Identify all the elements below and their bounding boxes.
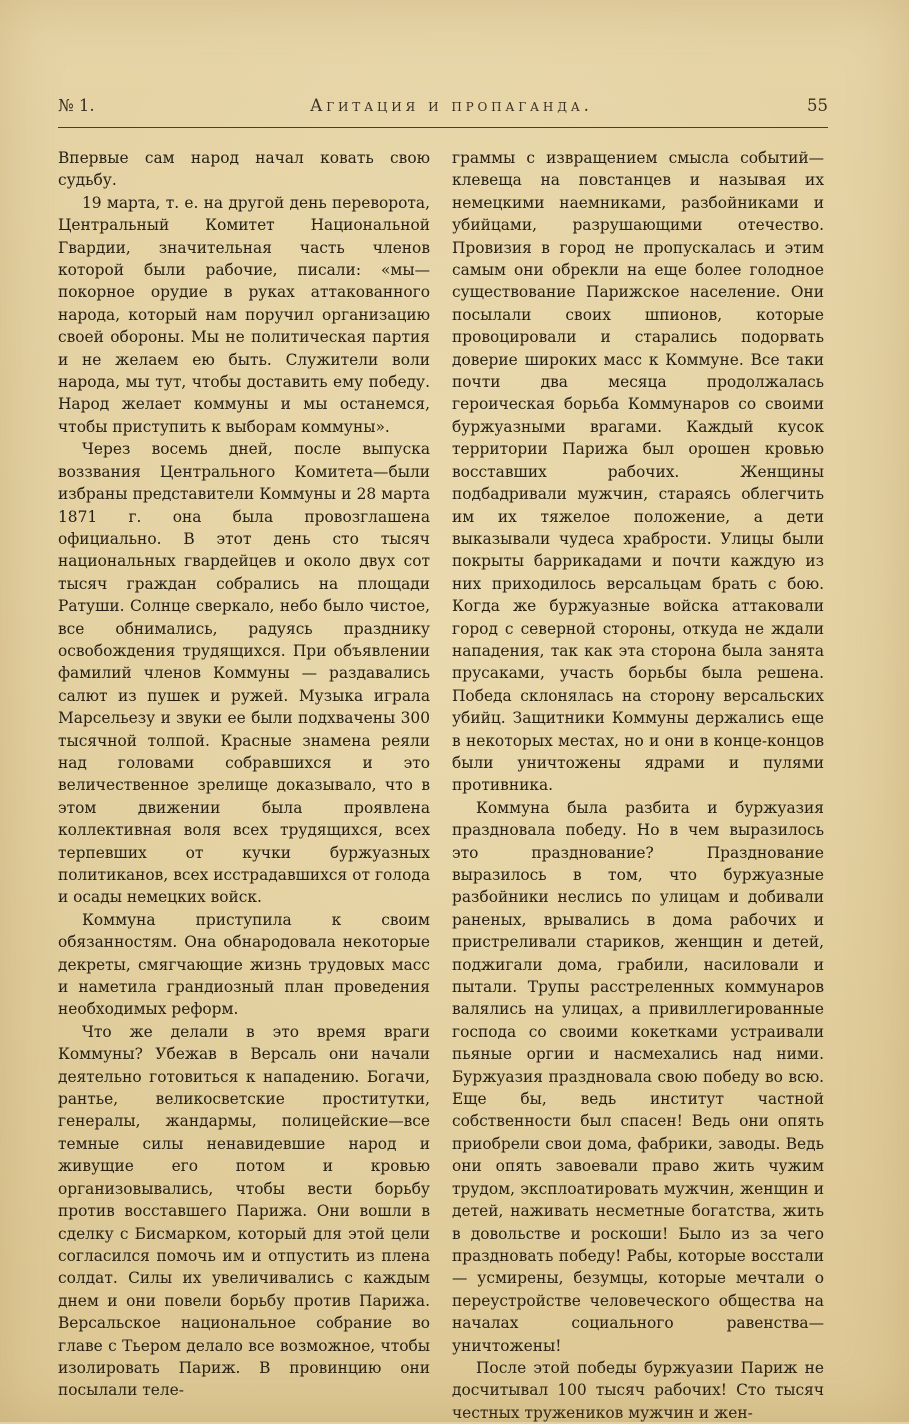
journal-title: Агитация и пропаганда. xyxy=(310,96,593,115)
paragraph: Впервые сам народ начал ковать свою судьбу. xyxy=(58,149,430,190)
header-rule xyxy=(58,127,828,128)
paragraph: 19 марта, т. е. на другой день переворота, Центральный Комитет Национальной Гвардии, значительная часть членов которой были рабочие, писали: «мы—покорное орудие в руках аттакованного народа, который нам поручил организацию своей обороны. Мы не политическая партия и не желаем ею быть. Служители воли народа, мы тут, чтобы доставить ему победу. Народ желает коммуны и мы останемся, чтобы приступить к выборам коммуны». xyxy=(58,193,430,436)
paragraph: Что же делали в это время враги Коммуны? Убежав в Версаль они начали деятельно готовиться к нападению. Богачи, рантье, великосветские проститутки, генералы, жандармы, полицейские—все темные силы ненавидевшие народ и живущие его потом и кровью организовывались, чтобы вести борьбу против восставшего Парижа. Они вошли в сделку с Бисмарком, который для этой цели согласился помочь им и отпустить из плена солдат. Силы их увеличивались с каждым днем и они повели борьбу против Парижа. Версальское национальное собрание во главе с Тьером делало все возможное, чтобы изолировать Париж. В провинцию они посылали теле- xyxy=(58,1022,430,1400)
right-column xyxy=(452,147,824,1424)
paragraph: После этой победы буржуазии Париж не досчитывал 100 тысяч рабочих! Сто тысяч честных тружеников мужчин и жен- xyxy=(452,1358,824,1422)
left-column xyxy=(58,147,430,1402)
paragraph: Коммуна приступила к своим обязанностям. Она обнародовала некоторые декреты, смягчающие жизнь трудовых масс и наметила грандиозный план проведения необходимых реформ. xyxy=(58,910,430,1019)
running-header xyxy=(58,96,828,122)
paragraph: Через восемь дней, после выпуска воззвания Центрального Комитета—были избраны представители Коммуны и 28 марта 1871 г. она была провозглашена официально. В этот день сто тысяч национальных гвардейцев и около двух сот тысяч граждан собрались на площади Ратуши. Солнце сверкало, небо было чистое, все обнимались, радуясь празднику освобождения трудящихся. При объявлении фамилий членов Коммуны — раздавались салют из пушек и ружей. Музыка играла Марсельезу и звуки ее были подхвачены 300 тысячной толпой. Красные знамена реяли над головами собравшихся и это величественное зрелище доказывало, что в этом движении была проявлена коллективная воля всех трудящихся, всех терпевших от кучки буржуазных политиканов, всех исстрадавшихся от голода и осады немецких войск. xyxy=(58,440,430,907)
paragraph: Коммуна была разбита и буржуазия праздновала победу. Но в чем выразилось это празднование? Празднование выразилось в том, что буржуазные разбойники неслись по улицам и добивали раненых, врывались в дома рабочих и пристреливали стариков, женщин и детей, поджигали дома, грабили, насиловали и пытали. Трупы расстреленных коммунаров валялись на улицах, а привиллегированные господа со своими кокетками устраивали пьяные оргии и насмехались над ними. Буржуазия праздновала свою победу во всю. Еще бы, ведь институт частной собственности был спасен! Ведь они опять приобрели свои дома, фабрики, заводы. Ведь они опять завоевали право жить чужим трудом, эксплоатировать мужчин, женщин и детей, наживать несметные богатства, жить в довольстве и роскоши! Было из за чего праздновать победу! Рабы, которые восстали — усмирены, безумцы, которые мечтали о переустройстве человеческого общества на началах социального равенства—уничтожены! xyxy=(452,798,824,1355)
page-number: 55 xyxy=(807,96,828,115)
issue-number: № 1. xyxy=(58,96,95,115)
paragraph: граммы с извращением смысла событий—клевеща на повстанцев и называя их немецкими наемниками, разбойниками и убийцами, разрушающими отечество. Провизия в город не пропускалась и этим самым они обрекли на еще более голодное существование Парижское население. Они посылали своих шпионов, которые провоцировали и старались подорвать доверие широких масс к Коммуне. Все таки почти два месяца продолжалась героическая борьба Коммунаров со своими буржуазными врагами. Каждый кусок территории Парижа был орошен кровью восставших рабочих. Женщины подбадривали мужчин, стараясь облегчить им их тяжелое положение, а дети выказывали чудеса храбрости. Улицы были покрыты баррикадами и почти каждую из них приходилось версальцам брать с бою. Когда же буржуазные войска аттаковали город с северной стороны, откуда не ждали нападения, так как эта сторона была занята прусаками, участь борьбы была решена. Победа склонялась на сторону версальских убийц. Защитники Коммуны держались еще в некоторых местах, но и они в конце-концов были уничтожены ядрами и пулями противника. xyxy=(452,149,824,795)
